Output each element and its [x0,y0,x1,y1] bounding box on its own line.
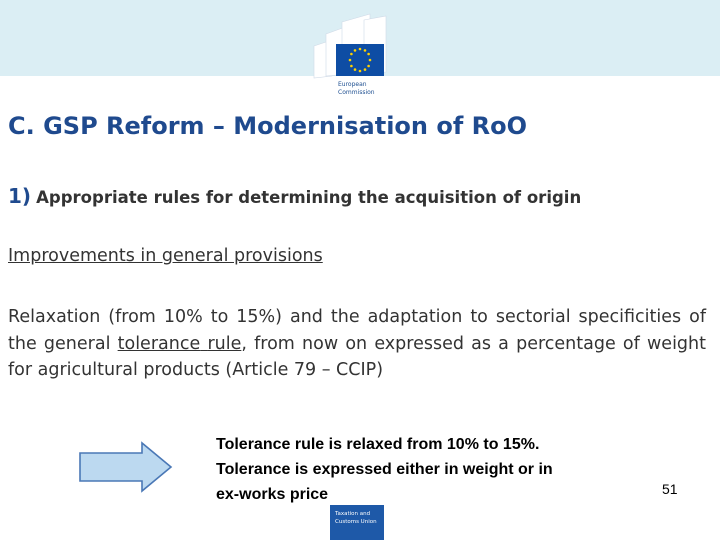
body-text-part1: Relaxation (from 10% to 15%) and the adaptation to sectorial specificities of the general [8,307,706,354]
footer-logo-line-1: Taxation and [335,511,371,517]
subtitle-text: Appropriate rules for determining the acquisition of origin [36,188,582,207]
callout-line-1: Tolerance rule is relaxed from 10% to 15%. [216,436,540,453]
page-number: 51 [662,481,678,497]
right-arrow-icon [78,441,174,493]
logo-text-commission: Commission [338,89,375,96]
subtitle [8,184,581,208]
section-heading: Improvements in general provisions [8,246,323,266]
footer-logo-line-2: Customs Union [335,519,377,525]
subtitle-number: 1) [8,184,32,208]
taxation-customs-union-logo [330,505,384,540]
body-paragraph [8,304,706,384]
body-text-part2: , from now on expressed as a percentage of weight for agricultural products (Article 79 – CCIP) [8,333,706,380]
european-commission-logo [312,10,398,102]
slide-title: C. GSP Reform – Modernisation of RoO [8,112,527,140]
underlined-rule: rule [207,333,242,354]
logo-text-european: European [338,81,367,88]
callout-line-2: Tolerance is expressed either in weight or in [216,461,553,478]
callout-line-3: ex-works price [216,486,329,503]
underlined-tolerance: tolerance [117,333,201,354]
callout-text [216,432,553,507]
